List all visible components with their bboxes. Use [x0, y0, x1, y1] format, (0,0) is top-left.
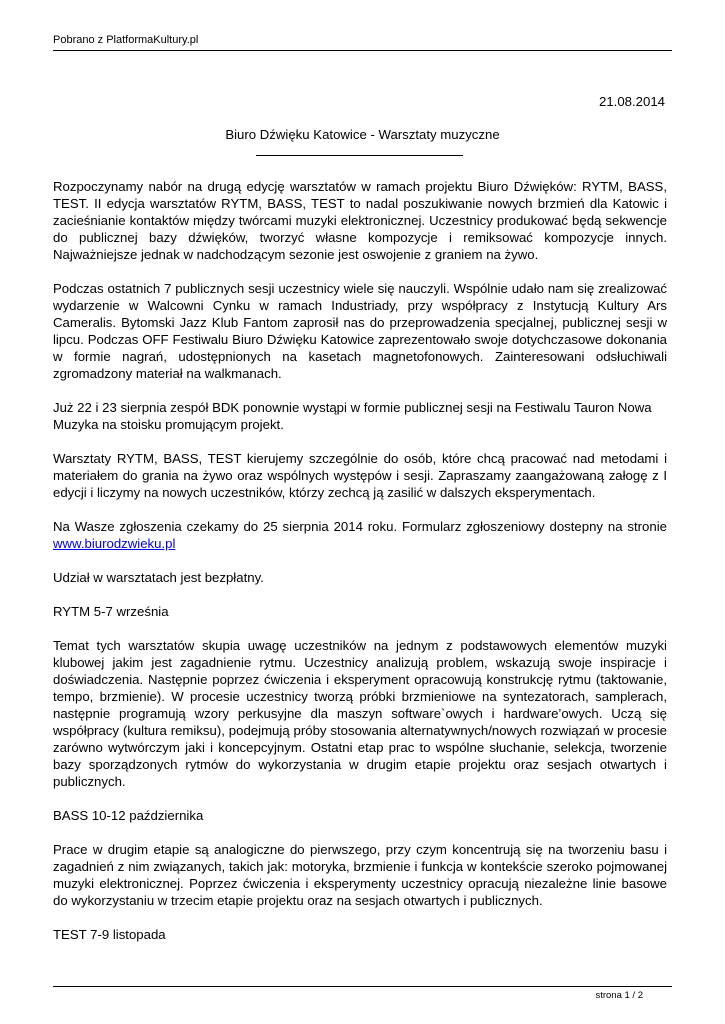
- paragraph-festival: Już 22 i 23 sierpnia zespół BDK ponownie wystąpi w formie publicznej sesji na Festiwalu Tauron Nowa Muzyka na stoisku promującym projekt.: [53, 400, 652, 432]
- article-body: [53, 178, 667, 960]
- header-divider: [53, 50, 672, 51]
- page-number: strona 1 / 2: [595, 990, 643, 1001]
- paragraph-rytm: Temat tych warsztatów skupia uwagę uczestników na jednym z podstawowych elementów muzyki klubowej jakim jest zagadnienie rytmu. Uczestnicy analizują problem, wskazują swoje inspiracje i doświadczenia. Następnie poprzez ćwiczenia i eksperyment opracowują konstrukcję rytmu (taktowanie, tempo, brzmienie). W procesie uczestnicy tworzą próbki brzmieniowe na syntezatorach, samplerach, następnie programują wzory perkusyjne dla maszyn software`owych i hardware’owych. Uczą się współpracy (kultura remiksu), podejmują próby stosowania alternatywnych/nowych rozwiązań w procesie zarówno wytwórczym jaki i koncepcyjnym. Ostatni etap prac to wspólne słuchanie, selekcja, tworzenie bazy sporządzonych rytmów do wykorzystania w drugim etapie projektu oraz sesjach otwartych i publicznych.: [53, 638, 667, 789]
- heading-bass: BASS 10-12 października: [53, 808, 204, 823]
- registration-link[interactable]: www.biurodzwieku.pl: [53, 536, 176, 551]
- title-underline: [256, 155, 463, 156]
- article-date: 21.08.2014: [598, 94, 665, 109]
- deadline-text: Na Wasze zgłoszenia czekamy do 25 sierpnia 2014 roku. Formularz zgłoszeniowy dostepny na stronie: [53, 519, 667, 534]
- paragraph-bass: Prace w drugim etapie są analogiczne do pierwszego, przy czym koncentrują się na tworzeniu basu i zagadnień z nim związanych, takich jak: motoryka, brzmienie i funkcja w kontekście szeroko pojmowanej muzyki elektronicznej. Poprzez ćwiczenia i eksperymenty uczestnicy opracują niezależne linie basowe do wykorzystaniu w trzecim etapie projektu oraz na sesjach otwartych i publicznych.: [53, 842, 667, 908]
- site-header-source: Pobrano z PlatformaKultury.pl: [53, 34, 199, 46]
- paragraph-sessions: Podczas ostatnich 7 publicznych sesji uczestnicy wiele się nauczyli. Wspólnie udało nam się zrealizować wydarzenie w Walcowni Cynku w ramach Industriady, przy współpracy z Instytucją Kultury Ars Cameralis. Bytomski Jazz Klub Fantom zaprosił nas do przeprowadzenia specjalnej, publicznej sesji w lipcu. Podczas OFF Festiwalu Biuro Dźwięku Katowice zaprezentowało swoje dotychczasowe dokonania w formie nagrań, udostępnionych na kasetach magnetofonowych. Zainteresowani odsłuchiwali zgromadzony materiał na walkmanach.: [53, 281, 667, 381]
- paragraph-audience: Warsztaty RYTM, BASS, TEST kierujemy szczególnie do osób, które chcą pracować nad metodami i materiałem do grania na żywo oraz wspólnych występów i sesji. Zapraszamy zaangażowaną załogę z I edycji i liczymy na nowych uczestników, którzy zechcą ją zasilić w dalszych eksperymentach.: [53, 451, 667, 500]
- heading-test: TEST 7-9 listopada: [53, 927, 166, 942]
- heading-rytm: RYTM 5-7 września: [53, 604, 169, 619]
- paragraph-intro: Rozpoczynamy nabór na drugą edycję warsztatów w ramach projektu Biuro Dźwięków: RYTM, BASS, TEST. II edycja warsztatów RYTM, BASS, TEST to nadal poszukiwanie nowych brzmień dla Katowic i zacieśnianie kontaktów między twórcami muzyki elektronicznej. Uczestnicy produkować będą sekwencje do publicznej bazy dźwięków, tworzyć własne kompozycje i remiksować kompozycje innych. Najważniejsze jednak w nadchodzącym sezonie jest oswojenie z graniem na żywo.: [53, 179, 667, 262]
- paragraph-deadline: [53, 518, 667, 552]
- paragraph-free: Udział w warsztatach jest bezpłatny.: [53, 570, 264, 585]
- article-title: Biuro Dźwięku Katowice - Warsztaty muzyczne: [225, 127, 500, 142]
- footer-divider: [53, 986, 672, 987]
